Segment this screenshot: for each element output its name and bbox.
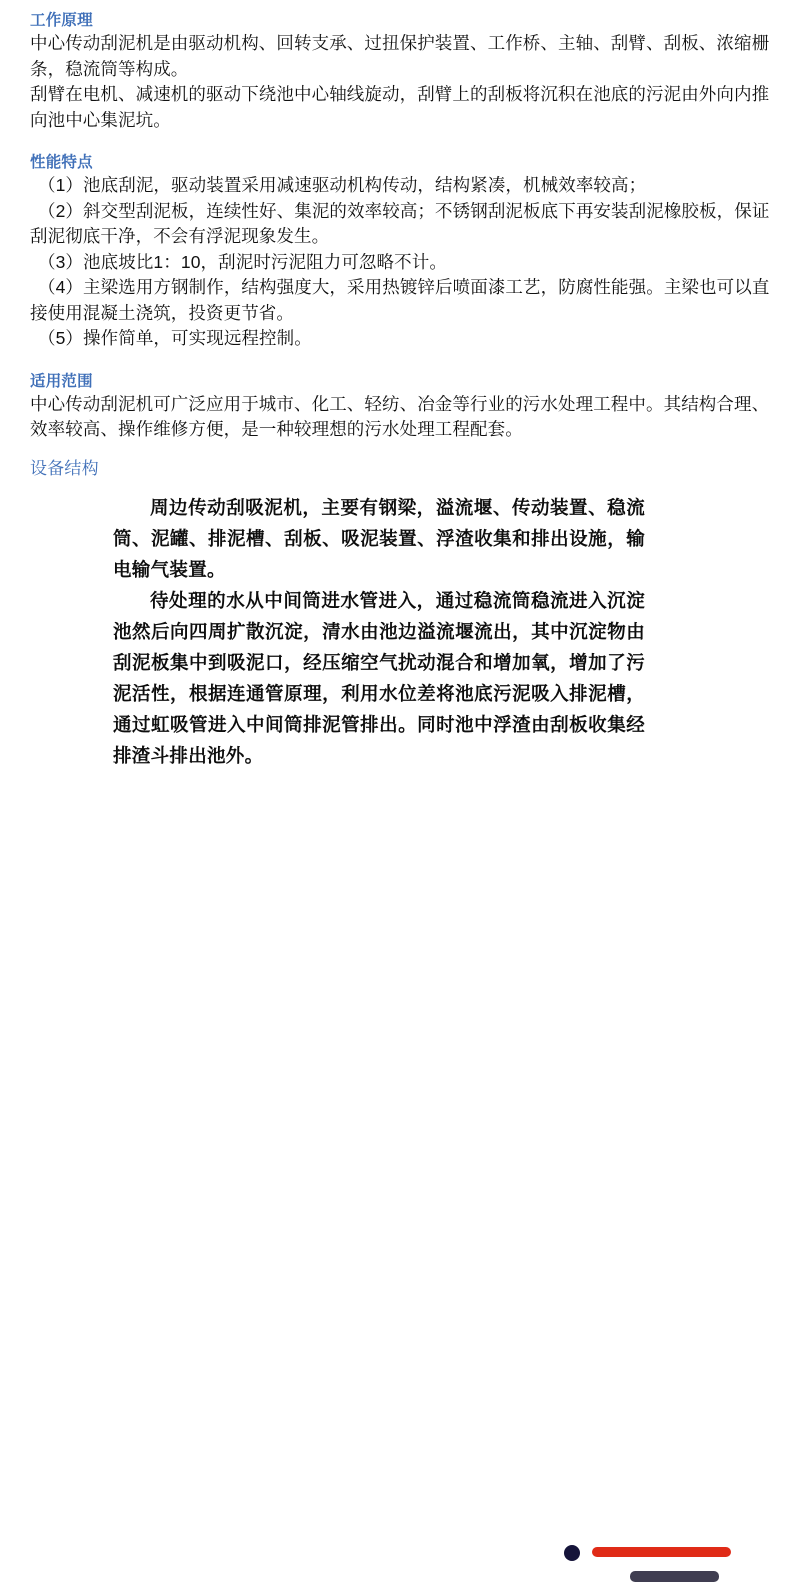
decoration-bar-dark [630, 1571, 719, 1582]
spacer-before-structure-block [0, 481, 790, 493]
performance-feature-item-5: （5）操作简单，可实现远程控制。 [38, 328, 312, 348]
spacer-after-section-3 [0, 443, 790, 457]
decoration-bar-red [592, 1547, 731, 1557]
equipment-structure-paragraph-2: 待处理的水从中间筒进水管进入，通过稳流筒稳流进入沉淀池然后向四周扩散沉淀，清水由池边溢流堰流出，其中沉淀物由刮泥板集中到吸泥口，经压缩空气扰动混合和增加氧，增加了污泥活性，根据连通管原理，利用水位差将池底污泥吸入排泥槽，通过虹吸管进入中间筒排泥管排出。同时池中浮渣由刮板收集经排渣斗排出池外。 [113, 590, 645, 767]
performance-feature-item-3: （3）池底坡比1：10，刮泥时污泥阻力可忽略不计。 [38, 251, 447, 272]
section-heading-performance-features: 性能特点 [30, 154, 93, 171]
decoration-dot-icon [564, 1545, 580, 1561]
performance-feature-item-4: （4）主梁选用方钢制作，结构强度大，采用热镀锌后喷面漆工艺，防腐性能强。主梁也可以直接使用混凝土浇筑，投资更节省。 [30, 277, 770, 323]
equipment-structure-block [113, 493, 645, 772]
section-heading-working-principle: 工作原理 [30, 12, 93, 29]
spacer-after-section-1 [0, 133, 790, 153]
footer-decoration [0, 770, 790, 839]
application-scope-paragraph-1: 中心传动刮泥机可广泛应用于城市、化工、轻纺、冶金等行业的污水处理工程中。其结构合理、效率较高、操作维修方便，是一种较理想的污水处理工程配套。 [30, 393, 770, 439]
performance-feature-item-2: （2）斜交型刮泥板，连续性好、集泥的效率较高；不锈钢刮泥板底下再安装刮泥橡胶板，保证刮泥彻底干净，不会有浮泥现象发生。 [30, 200, 770, 246]
working-principle-paragraph-1: 中心传动刮泥机是由驱动机构、回转支承、过扭保护装置、工作桥、主轴、刮臂、刮板、浓缩栅条，稳流筒等构成。 [30, 33, 770, 79]
equipment-structure-paragraph-1: 周边传动刮吸泥机，主要有钢梁，溢流堰、传动装置、稳流筒、泥罐、排泥槽、刮板、吸泥装置、浮渣收集和排出设施，输电输气装置。 [113, 497, 645, 581]
working-principle-paragraph-2: 刮臂在电机、减速机的驱动下绕池中心轴线旋动，刮臂上的刮板将沉积在池底的污泥由外向内推向池中心集泥坑。 [30, 84, 770, 130]
performance-feature-item-1: （1）池底刮泥，驱动装置采用减速驱动机构传动，结构紧凑，机械效率较高； [38, 175, 647, 195]
section-heading-equipment-structure: 设备结构 [30, 458, 99, 478]
top-spacer [0, 0, 790, 11]
section-heading-application-scope: 适用范围 [30, 372, 93, 390]
spacer-after-section-2 [0, 352, 790, 372]
